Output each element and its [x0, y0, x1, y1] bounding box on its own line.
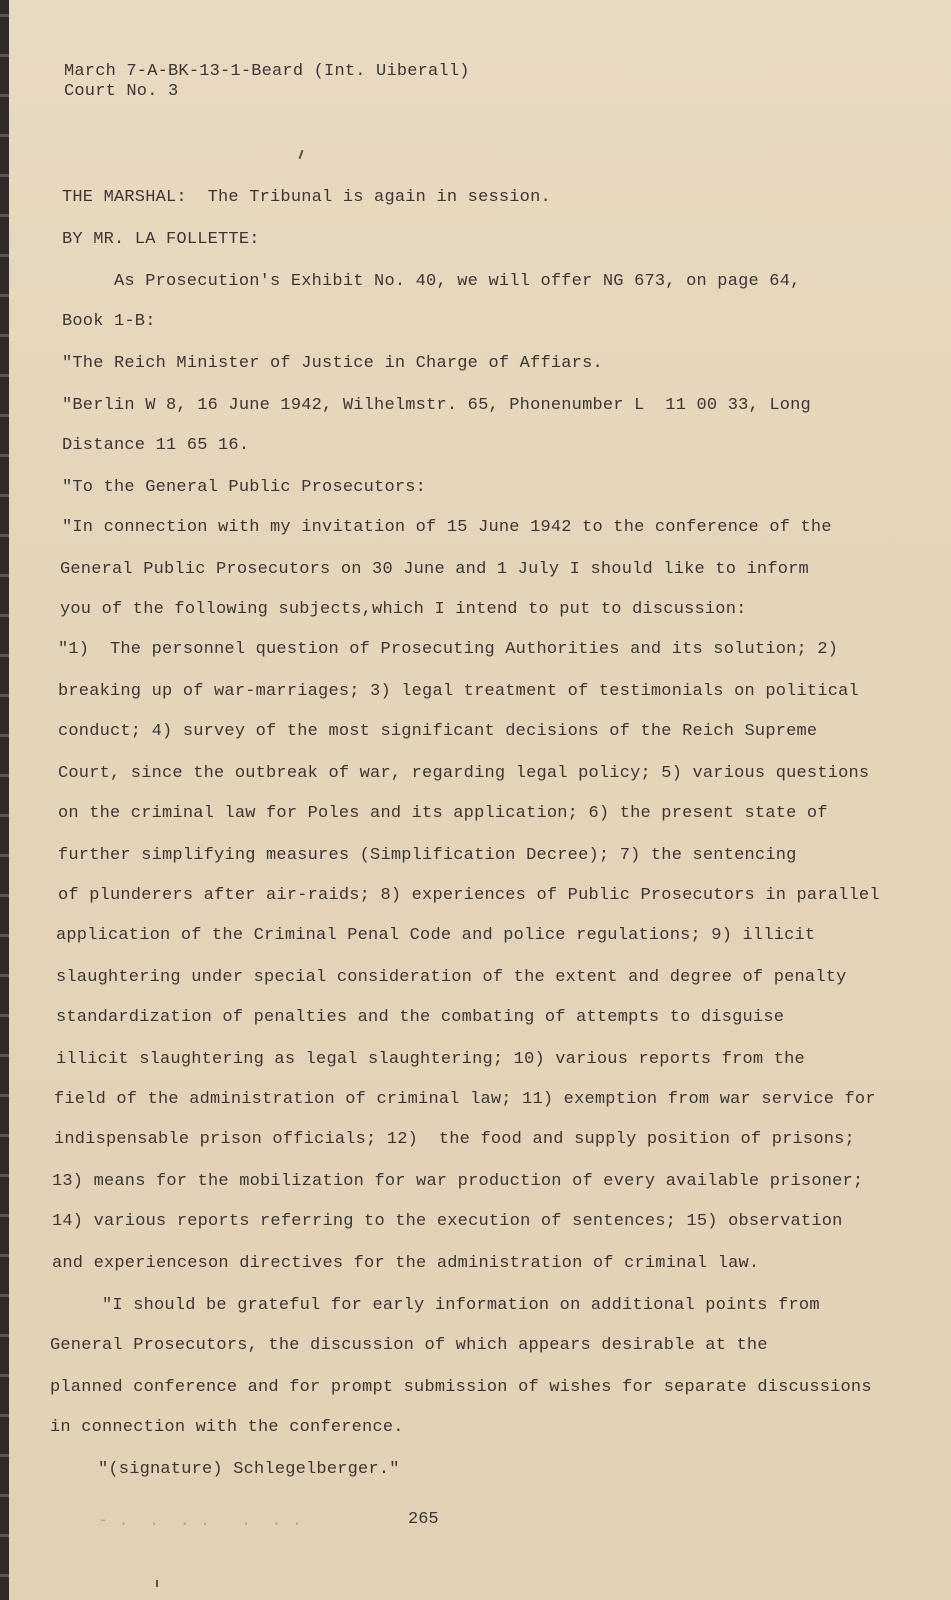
letter-text-line: you of the following subjects,which I intend to put to discussion:	[60, 600, 747, 619]
letter-text-line: conduct; 4) survey of the most significant decisions of the Reich Supreme	[58, 722, 818, 741]
binding-edge	[0, 0, 9, 1600]
letter-text-line: General Public Prosecutors on 30 June and 1 July I should like to inform	[60, 560, 809, 579]
paper-mark	[299, 150, 304, 159]
letterhead-line: "The Reich Minister of Justice in Charge of Affiars.	[62, 354, 603, 373]
salutation-line: "To the General Public Prosecutors:	[62, 478, 427, 497]
closing-paragraph-line: planned conference and for prompt submission of wishes for separate discussions	[50, 1378, 872, 1397]
letter-text-line: breaking up of war-marriages; 3) legal treatment of testimonials on political	[58, 682, 859, 701]
letter-text-line: 14) various reports referring to the execution of sentences; 15) observation	[52, 1212, 843, 1231]
closing-paragraph-line: General Prosecutors, the discussion of which appears desirable at the	[50, 1336, 768, 1355]
letter-text-line: on the criminal law for Poles and its application; 6) the present state of	[58, 804, 828, 823]
header-docket-line: March 7-A-BK-13-1-Beard (Int. Uiberall)	[64, 62, 470, 81]
letter-text-line: field of the administration of criminal law; 11) exemption from war service for	[54, 1090, 876, 1109]
letter-text-line: of plunderers after air-raids; 8) experiences of Public Prosecutors in parallel	[58, 886, 880, 905]
address-line-continued: Distance 11 65 16.	[62, 436, 250, 455]
letter-text-line: and experienceson directives for the administration of criminal law.	[52, 1254, 760, 1273]
letter-text-line: application of the Criminal Penal Code and police regulations; 9) illicit	[56, 926, 816, 945]
letter-text-line: standardization of penalties and the combating of attempts to disguise	[56, 1008, 785, 1027]
page-number: 265	[408, 1510, 439, 1529]
letter-text-line: further simplifying measures (Simplification Decree); 7) the sentencing	[58, 846, 797, 865]
book-reference-line: Book 1-B:	[62, 312, 156, 331]
address-line: "Berlin W 8, 16 June 1942, Wilhelmstr. 65, Phonenumber L 11 00 33, Long	[62, 396, 811, 415]
speaker-heading: BY MR. LA FOLLETTE:	[62, 230, 260, 249]
faded-typing-remnant: - . . . . . . .	[98, 1512, 313, 1531]
letter-text-line: slaughtering under special consideration of the extent and degree of penalty	[56, 968, 847, 987]
letter-text-line: 13) means for the mobilization for war production of every available prisoner;	[52, 1172, 864, 1191]
marshal-statement: THE MARSHAL: The Tribunal is again in session.	[62, 188, 551, 207]
header-court-line: Court No. 3	[64, 82, 179, 101]
letter-text-line: "In connection with my invitation of 15 June 1942 to the conference of the	[62, 518, 832, 537]
paper-mark	[156, 1580, 158, 1587]
exhibit-offer-line: As Prosecution's Exhibit No. 40, we will offer NG 673, on page 64,	[114, 272, 801, 291]
letter-text-line: illicit slaughtering as legal slaughtering; 10) various reports from the	[56, 1050, 805, 1069]
signature-line: "(signature) Schlegelberger."	[98, 1460, 400, 1479]
letter-text-line: "1) The personnel question of Prosecuting Authorities and its solution; 2)	[58, 640, 839, 659]
closing-paragraph-line: in connection with the conference.	[50, 1418, 404, 1437]
letter-text-line: indispensable prison officials; 12) the food and supply position of prisons;	[54, 1130, 855, 1149]
letter-text-line: Court, since the outbreak of war, regarding legal policy; 5) various questions	[58, 764, 870, 783]
closing-paragraph-line: "I should be grateful for early information on additional points from	[102, 1296, 820, 1315]
